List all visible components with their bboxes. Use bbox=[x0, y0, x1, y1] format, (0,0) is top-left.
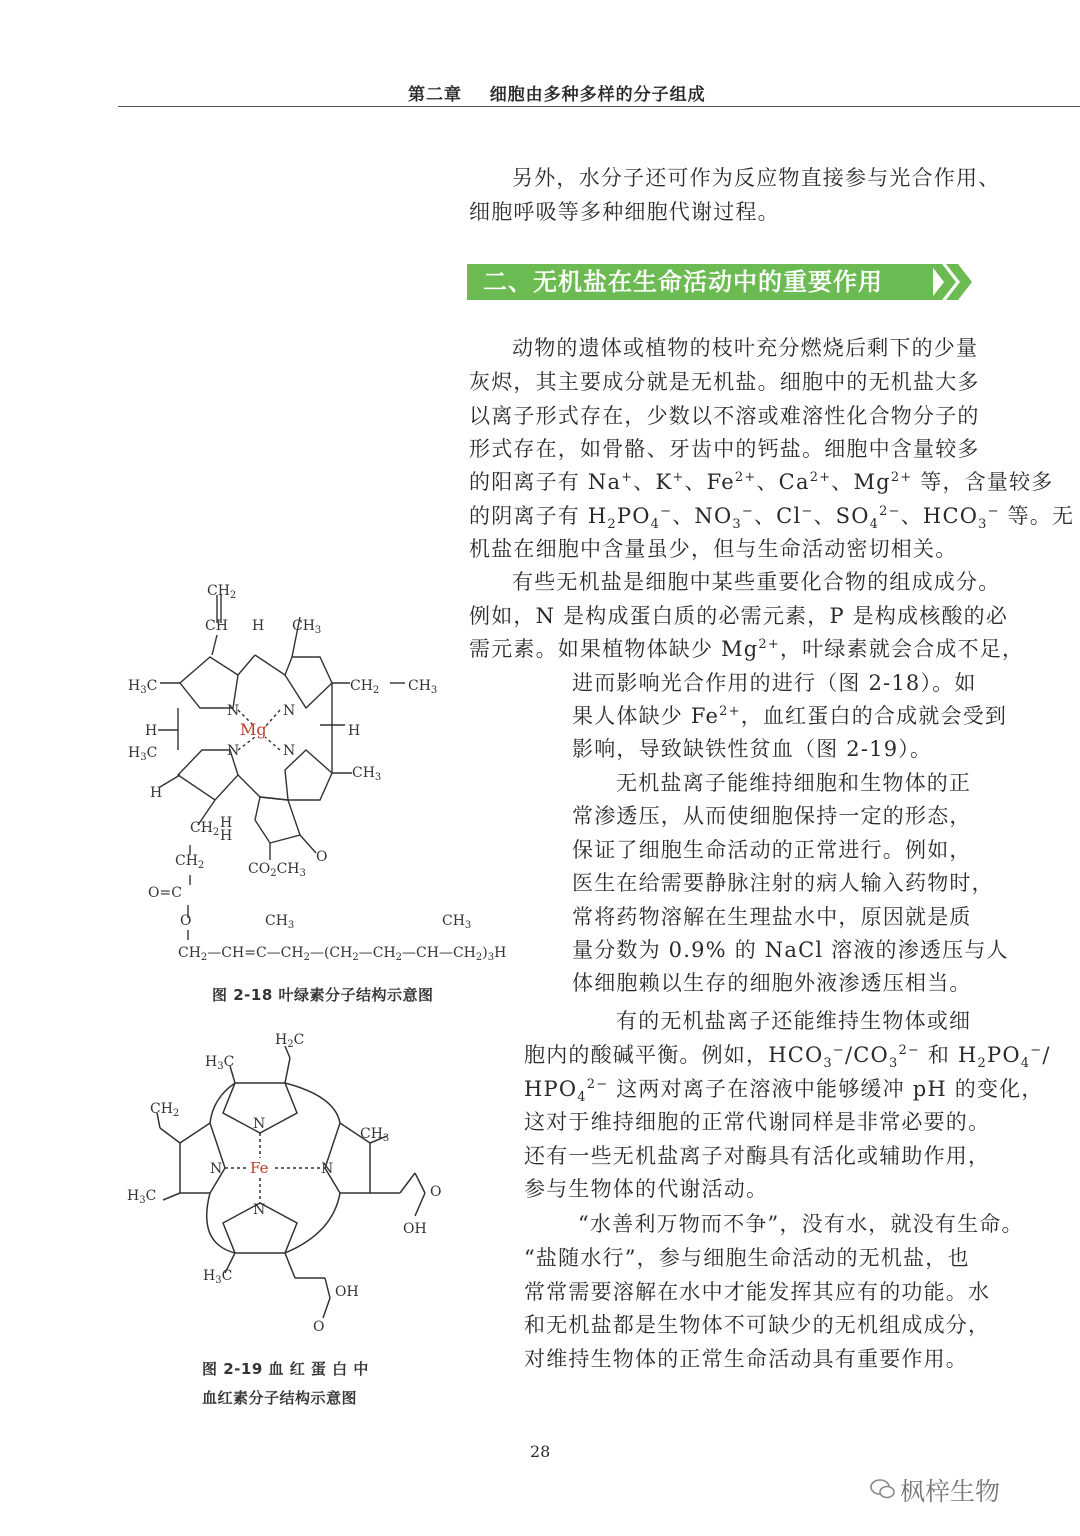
svg-text:H3C: $H_3C$ bbox=[127, 1188, 157, 1206]
intro-line-2: 细胞呼吸等多种细胞代谢过程。 bbox=[469, 200, 780, 224]
svg-text:CH3: $CH_3$ bbox=[360, 1126, 390, 1144]
svg-text:CH3: $CH_3$ bbox=[292, 618, 322, 636]
svg-text:CO2CH3: $CO_2CH_3$ bbox=[248, 861, 306, 879]
svg-text:O: O bbox=[180, 913, 192, 929]
svg-text:CH2—CH=C—CH2—(CH2—CH2—CH—CH2)3: $CH_2—CH=C—CH_2—(CH_2—CH_2—CH—CH_2)_3H$ bbox=[178, 945, 507, 963]
svg-text:CH2: $CH_2$ bbox=[175, 853, 205, 871]
svg-text:CH2: $CH_2$ bbox=[207, 583, 237, 601]
para4-line-5: 还有一些无机盐离子对酶具有活化或辅助作用， bbox=[524, 1144, 991, 1168]
svg-text:O=C: O=C bbox=[148, 885, 182, 901]
svg-text:CH3: $CH_3$ bbox=[265, 913, 295, 931]
para5-line-4: 和无机盐都是生物体不可缺少的无机组成成分， bbox=[524, 1313, 991, 1337]
svg-text:O: O bbox=[430, 1184, 442, 1200]
para3-line-3: 保证了细胞生命活动的正常进行。例如， bbox=[572, 838, 972, 862]
para1-last-line: 机盐在细胞中含量虽少，但与生命活动密切相关。 bbox=[469, 537, 958, 561]
para4-line-1: 有的无机盐离子还能维持生物体或细 bbox=[616, 1009, 972, 1033]
chapter-label: 第二章 bbox=[408, 85, 462, 105]
para3-line-1: 无机盐离子能维持细胞和生物体的正 bbox=[616, 771, 972, 795]
wechat-icon bbox=[870, 1476, 896, 1502]
para2-line-2: 例如，N 是构成蛋白质的必需元素，P 是构成核酸的必 bbox=[469, 604, 1009, 628]
para4-line-2: 胞内的酸碱平衡。例如，$HCO_3^-/CO_3^{2-}$ 和 $H_2PO_4^-/$ bbox=[524, 1043, 1051, 1072]
svg-text:H: H bbox=[220, 828, 233, 844]
svg-text:OH: OH bbox=[335, 1284, 359, 1300]
para2-fe-line-3: 影响，导致缺铁性贫血（图 2-19）。 bbox=[572, 737, 933, 761]
svg-text:CH2: $CH_2$ bbox=[150, 1101, 180, 1119]
svg-text:N: N bbox=[321, 1161, 334, 1177]
svg-text:CH3: $CH_3$ bbox=[352, 765, 382, 783]
para3-line-7: 体细胞赖以生存的细胞外液渗透压相当。 bbox=[572, 971, 972, 995]
svg-text:H3C: $H_3C$ bbox=[205, 1054, 235, 1072]
svg-text:Fe: Fe bbox=[250, 1159, 269, 1177]
svg-text:H: H bbox=[252, 618, 265, 634]
para3-line-2: 常渗透压，从而使细胞保持一定的形态， bbox=[572, 804, 972, 828]
para2-fe-line-2: 果人体缺少 $Fe^{2+}$，血红蛋白的合成就会受到 bbox=[572, 704, 1008, 728]
para4-line-3: $HPO_4^{2-}$ 这两对离子在溶液中能够缓冲 pH 的变化， bbox=[524, 1077, 1044, 1106]
para1-line-1: 动物的遗体或植物的枝叶充分燃烧后剩下的少量 bbox=[512, 336, 979, 360]
svg-text:N: N bbox=[283, 743, 296, 759]
chlorophyll-structure-diagram bbox=[120, 575, 550, 975]
svg-text:CH: CH bbox=[205, 618, 228, 634]
para3-line-5: 常将药物溶解在生理盐水中，原因就是质 bbox=[572, 905, 972, 929]
svg-text:H3C: $H_3C$ bbox=[203, 1268, 233, 1286]
para4-line-4: 这对于维持细胞的正常代谢同样是非常必要的。 bbox=[524, 1110, 991, 1134]
para3-line-4: 医生在给需要静脉注射的病人输入药物时， bbox=[572, 871, 994, 895]
svg-text:OH: OH bbox=[403, 1221, 427, 1237]
svg-text:N: N bbox=[253, 1116, 266, 1132]
page-number: 28 bbox=[530, 1442, 551, 1461]
intro-line-1: 另外，水分子还可作为反应物直接参与光合作用、 bbox=[512, 166, 1001, 190]
figure-2-19-caption-line-2: 血红素分子结构示意图 bbox=[202, 1389, 358, 1407]
svg-text:CH3: $CH_3$ bbox=[408, 678, 438, 696]
figure-2-18-caption: 图 2-18 叶绿素分子结构示意图 bbox=[212, 986, 434, 1004]
chapter-title: 细胞由多种多样的分子组成 bbox=[489, 85, 706, 105]
svg-text:N: N bbox=[253, 1202, 266, 1218]
svg-text:H: H bbox=[220, 815, 233, 831]
svg-text:H: H bbox=[150, 785, 163, 801]
para2-fe-line-1: 进而影响光合作用的进行（图 2-18）。如 bbox=[572, 671, 977, 695]
para1-line-2: 灰烬，其主要成分就是无机盐。细胞中的无机盐大多 bbox=[469, 370, 980, 394]
svg-text:Mg: Mg bbox=[240, 720, 267, 739]
header-rule bbox=[118, 106, 1080, 107]
para1-line-4: 形式存在，如骨骼、牙齿中的钙盐。细胞中含量较多 bbox=[469, 437, 980, 461]
svg-text:CH3: $CH_3$ bbox=[442, 913, 472, 931]
para1-anions-line: 的阴离子有 $H_2PO_4^-$、$NO_3^-$、Cl−、$SO_4^{2-}$、$HCO_3^-$ 等。无 bbox=[469, 504, 1075, 533]
svg-text:H: H bbox=[145, 723, 158, 739]
svg-text:N: N bbox=[227, 743, 240, 759]
svg-text:N: N bbox=[283, 703, 296, 719]
para3-line-6: 量分数为 0.9% 的 NaCl 溶液的渗透压与人 bbox=[572, 938, 1009, 962]
figure-2-19-caption-line-1: 图 2-19 血 红 蛋 白 中 bbox=[202, 1360, 369, 1378]
para4-line-6: 参与生物体的代谢活动。 bbox=[524, 1177, 769, 1201]
svg-text:CH2: $CH_2$ bbox=[190, 820, 220, 838]
svg-text:H2C: $H_2C$ bbox=[275, 1032, 305, 1050]
para5-line-1: “水善利万物而不争”，没有水，就没有生命。 bbox=[578, 1212, 1024, 1236]
svg-text:N: N bbox=[227, 703, 240, 719]
para5-line-5: 对维持生物体的正常生命活动具有重要作用。 bbox=[524, 1347, 968, 1371]
svg-text:O: O bbox=[316, 849, 328, 865]
para2-line-1: 有些无机盐是细胞中某些重要化合物的组成成分。 bbox=[512, 570, 1001, 594]
section-heading: 二、无机盐在生命活动中的重要作用 bbox=[467, 264, 933, 300]
para5-line-2: “盐随水行”，参与细胞生命活动的无机盐，也 bbox=[524, 1246, 970, 1270]
heme-structure-diagram bbox=[125, 1028, 455, 1338]
svg-text:N: N bbox=[210, 1161, 223, 1177]
svg-text:O: O bbox=[313, 1319, 325, 1335]
svg-text:H3C: $H_3C$ bbox=[128, 745, 158, 763]
svg-text:CH2: $CH_2$ bbox=[350, 678, 380, 696]
svg-text:H3C: $H_3C$ bbox=[128, 678, 158, 696]
para5-line-3: 常常需要溶解在水中才能发挥其应有的功能。水 bbox=[524, 1280, 991, 1304]
running-header bbox=[408, 80, 706, 105]
watermark-label: 枫梓生物 bbox=[900, 1477, 1001, 1506]
svg-text:H: H bbox=[348, 723, 361, 739]
para1-line-3: 以离子形式存在，少数以不溶或难溶性化合物分子的 bbox=[469, 404, 980, 428]
para2-mg-line: 需元素。如果植物体缺少 $Mg^{2+}$，叶绿素就会合成不足， bbox=[469, 637, 1025, 661]
double-chevron-icon bbox=[928, 262, 974, 302]
para1-cations-line: 的阳离子有 Na+、K+、$Fe^{2+}$、$Ca^{2+}$、$Mg^{2+}$ 等，含量较多 bbox=[469, 470, 1054, 494]
